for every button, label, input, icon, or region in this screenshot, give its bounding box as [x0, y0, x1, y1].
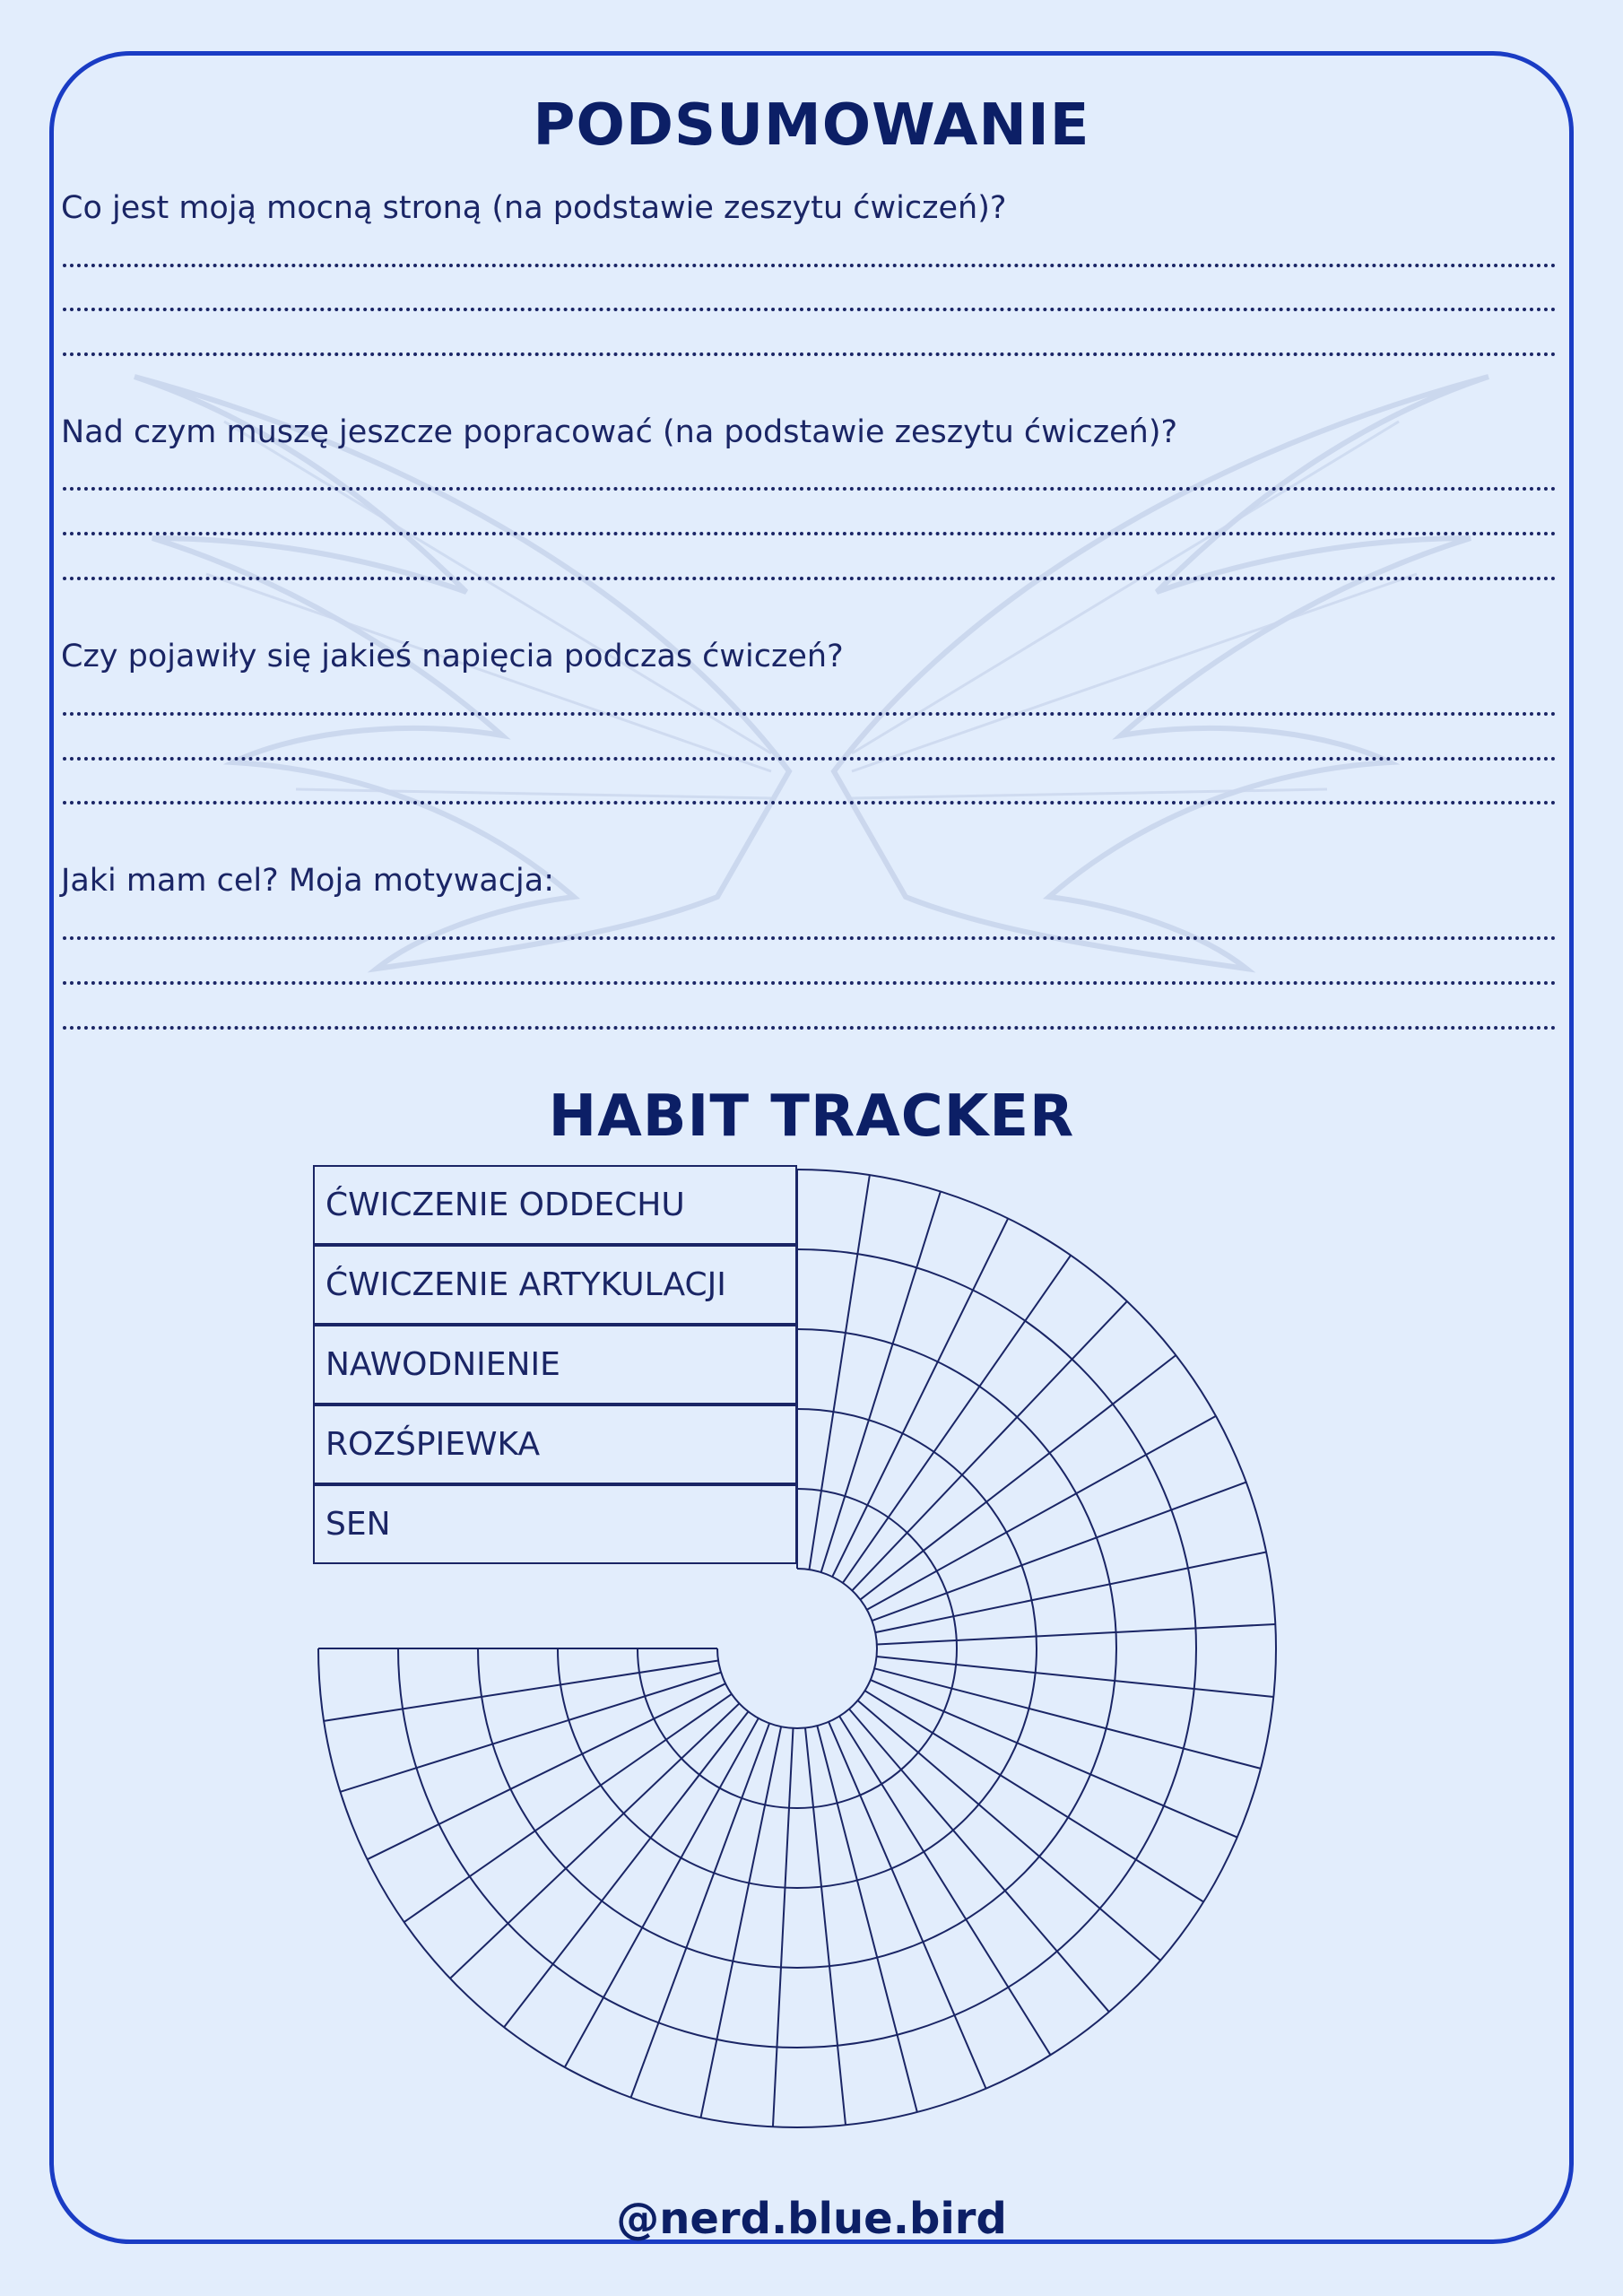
tracker-day-divider	[773, 1728, 794, 2126]
tracker-day-divider	[368, 1683, 726, 1859]
tracker-day-divider	[860, 1355, 1176, 1599]
tracker-ring	[717, 1569, 877, 1728]
tracker-day-divider	[843, 1256, 1071, 1583]
question-1: Co jest moją mocną stroną (na podstawie zeszytu ćwiczeń)?	[61, 190, 1007, 226]
footer-handle: @nerd.blue.bird	[616, 2194, 1007, 2244]
tracker-day-divider	[404, 1694, 732, 1922]
habit-label-3: NAWODNIENIE	[313, 1325, 797, 1405]
habit-label-2: ĆWICZENIE ARTYKULACJI	[313, 1245, 797, 1325]
habit-label-4: ROZŚPIEWKA	[313, 1405, 797, 1484]
tracker-day-divider	[877, 1624, 1275, 1645]
habit-label-5: SEN	[313, 1484, 797, 1564]
question-3: Czy pojawiły się jakieś napięcia podczas ćwiczeń?	[61, 639, 844, 674]
tracker-day-divider	[865, 1691, 1204, 1901]
tracker-day-divider	[832, 1219, 1008, 1578]
question-4: Jaki mam cel? Moja motywacja:	[61, 863, 554, 899]
tracker-day-divider	[805, 1728, 846, 2126]
summary-title: PODSUMOWANIE	[533, 92, 1090, 159]
tracker-day-divider	[875, 1552, 1266, 1633]
tracker-day-divider	[809, 1175, 869, 1570]
tracker-day-divider	[839, 1717, 1050, 2056]
question-2: Nad czym muszę jeszcze popracować (na podstawie zeszytu ćwiczeń)?	[61, 414, 1178, 450]
tracker-day-divider	[340, 1673, 721, 1792]
tracker-day-divider	[324, 1660, 718, 1720]
tracker-day-divider	[504, 1711, 748, 2027]
habit-tracker-title: HABIT TRACKER	[548, 1083, 1075, 1150]
tracker-day-divider	[874, 1668, 1261, 1769]
tracker-day-divider	[701, 1726, 782, 2118]
tracker-day-divider	[877, 1657, 1274, 1697]
habit-label-1: ĆWICZENIE ODDECHU	[313, 1165, 797, 1245]
tracker-day-divider	[821, 1191, 941, 1572]
tracker-day-divider	[817, 1726, 917, 2112]
